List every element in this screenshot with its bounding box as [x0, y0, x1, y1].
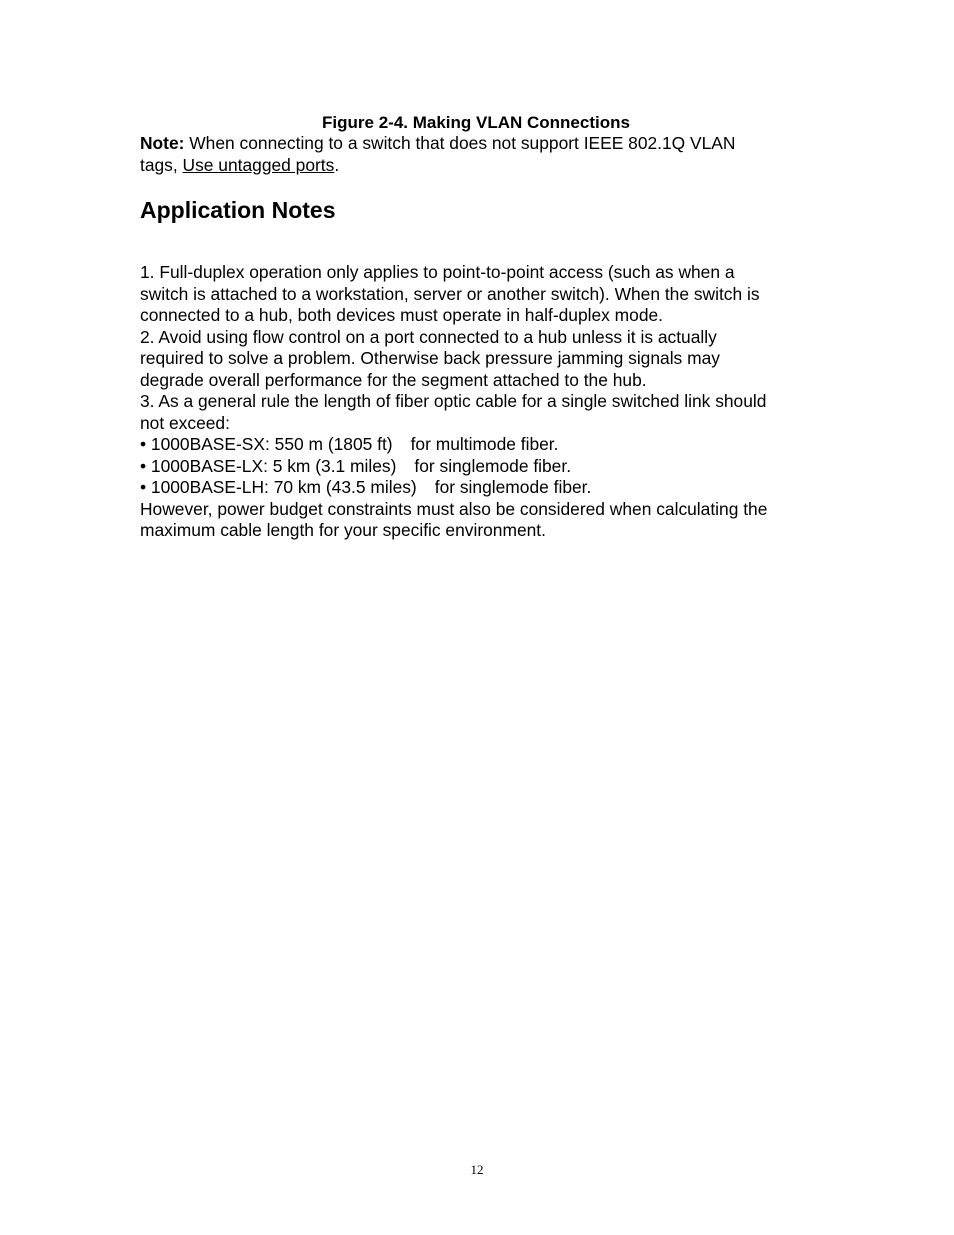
notes-line: 1. Full-duplex operation only applies to point-to-point access (such as when a	[140, 262, 735, 282]
fiber-spec: • 1000BASE-LH: 70 km (43.5 miles)	[140, 477, 417, 497]
note-label: Note:	[140, 133, 185, 153]
notes-line: switch is attached to a workstation, server or another switch). When the switch is	[140, 283, 760, 304]
fiber-item-lx	[140, 456, 820, 478]
fiber-spec: • 1000BASE-LX: 5 km (3.1 miles)	[140, 455, 397, 476]
fiber-mode: for singlemode fiber.	[434, 477, 592, 497]
note-paragraph	[140, 133, 820, 176]
notes-line: not exceed:	[140, 412, 230, 433]
fiber-spec: • 1000BASE-SX: 550 m (1805 ft)	[140, 434, 393, 454]
document-page	[140, 112, 820, 542]
note-text-2-suffix: .	[334, 154, 340, 175]
notes-line: 2. Avoid using flow control on a port connected to a hub unless it is actually	[140, 326, 717, 347]
notes-line: connected to a hub, both devices must operate in half-duplex mode.	[140, 305, 664, 325]
fiber-item-sx	[140, 434, 820, 456]
closing-line: However, power budget constraints must also be considered when calculating the	[140, 498, 768, 519]
closing-line: maximum cable length for your specific environment.	[140, 520, 546, 540]
note-text-2-prefix: tags,	[140, 154, 183, 175]
figure-caption: Figure 2-4. Making VLAN Connections	[322, 113, 630, 132]
untagged-ports-link[interactable]: Use untagged ports	[182, 154, 335, 175]
note-text-1: When connecting to a switch that does not support IEEE 802.1Q VLAN	[184, 133, 736, 153]
page-number: 12	[470, 1162, 484, 1177]
fiber-mode: for singlemode fiber.	[414, 455, 572, 476]
notes-line: required to solve a problem. Otherwise back pressure jamming signals may	[140, 348, 720, 368]
application-notes-list	[140, 262, 820, 542]
fiber-item-lh	[140, 477, 820, 499]
section-heading: Application Notes	[140, 197, 336, 223]
note-line-2	[140, 155, 820, 177]
notes-line: 3. As a general rule the length of fiber optic cable for a single switched link should	[140, 391, 767, 411]
notes-line: degrade overall performance for the segment attached to the hub.	[140, 369, 647, 390]
note-line-1	[140, 133, 820, 155]
fiber-mode: for multimode fiber.	[410, 434, 559, 454]
